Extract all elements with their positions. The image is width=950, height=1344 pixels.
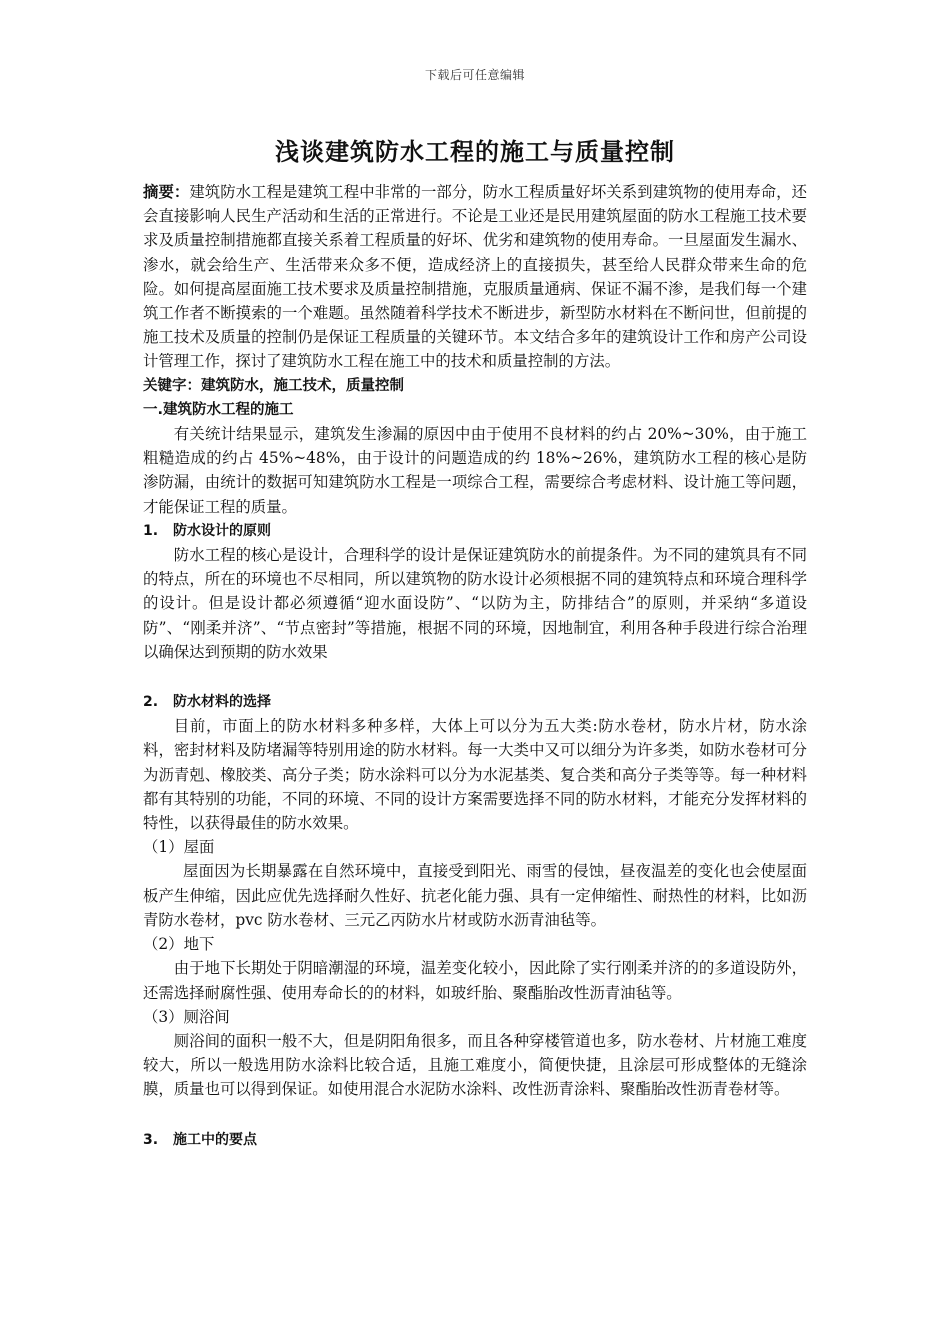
subsection-1-number: 1. xyxy=(143,522,159,539)
subsection-3-number: 3. xyxy=(143,1131,159,1148)
keywords-line: 关键字：建筑防水，施工技术，质量控制 xyxy=(143,377,404,394)
spacer xyxy=(143,1102,807,1128)
abstract-text: 建筑防水工程是建筑工程中非常的一部分，防水工程质量好坏关系到建筑物的使用寿命，还会直接影响人民生产活动和生活的正常进行。不论是工业还是民用建筑屋面的防水工程施工技术要求及质量控制措施都直接关系着工程质量的好坏、优劣和建筑物的使用寿命。一旦屋面发生漏水、渗水，就会给生产、生活带来众多不便，造成经济上的直接损失，甚至给人民群众带来生命的危险。如何提高屋面施工技术要求及质量控制措施，克服质量通病、保证不漏不渗，是我们每一个建筑工作者不断摸索的一个难题。虽然随着科学技术不断进步，新型防水材料在不断问世，但前提的施工技术及质量的控制仍是保证工程质量的关键环节。本文结合多年的建筑设计工作和房产公司设计管理工作，探讨了建筑防水工程在施工中的技术和质量控制的方法。 xyxy=(143,183,807,371)
subsection-1-title: 防水设计的原则 xyxy=(173,522,271,539)
subsection-1-paragraph: 防水工程的核心是设计，合理科学的设计是保证建筑防水的前提条件。为不同的建筑具有不同的特点，所在的环境也不尽相同，所以建筑物的防水设计必须根据不同的建筑特点和环境合理科学的设计。但是设计都必须遵循“迎水面设防”、“以防为主，防排结合”的原则，并采纳“多道设防”、“刚柔并济”、“节点密封”等措施，根据不同的环境，因地制宜，利用各种手段进行综合治理以确保达到预期的防水效果 xyxy=(143,546,807,661)
subsection-2-number: 2. xyxy=(143,694,159,711)
abstract-label: 摘要： xyxy=(143,183,190,201)
section-1-heading: 一.建筑防水工程的施工 xyxy=(143,401,294,418)
subsection-2-paragraph: 目前，市面上的防水材料多种多样，大体上可以分为五大类:防水卷材，防水片材，防水涂料，密封材料及防堵漏等特别用途的防水材料。每一大类中又可以细分为许多类，如防水卷材可分为沥青剋、橡胶类、高分子类；防水涂料可以分为水泥基类、复合类和高分子类等等。每一种材料都有其特别的功能，不同的环境、不同的设计方案需要选择不同的防水材料，才能充分发挥材料的特性，以获得最佳的防水效果。 xyxy=(143,717,807,833)
header-note: 下载后可任意编辑 xyxy=(424,68,525,82)
item-underground-label: （2）地下 xyxy=(143,935,215,954)
subsection-3-heading xyxy=(143,1128,807,1152)
section-1-paragraph: 有关统计结果显示，建筑发生渗漏的原因中由于使用不良材料的约占 20%~30%，由于施工粗糙造成的约占 45%~48%，由于设计的问题造成的约 18%~26%，建筑防水工程的核心是防渗防漏，由统计的数据可知建筑防水工程是一项综合工程，需要综合考虑材料、设计施工等问题，才能保证工程的质量。 xyxy=(143,425,807,516)
item-roof-text: 屋面因为长期暴露在自然环境中，直接受到阳光、雨雪的侵蚀，昼夜温差的变化也会使屋面板产生伸缩，因此应优先选择耐久性好、抗老化能力强、具有一定伸缩性、耐热性的材料，比如沥青防水卷材，pvc 防水卷材、三元乙丙防水片材或防水沥青油毡等。 xyxy=(143,862,807,929)
subsection-1-heading xyxy=(143,519,807,543)
document-title: 浅谈建筑防水工程的施工与质量控制 xyxy=(275,138,675,166)
subsection-2-heading xyxy=(143,690,807,714)
item-bathroom-text: 厕浴间的面积一般不大，但是阴阳角很多，而且各种穿楼管道也多，防水卷材、片材施工难度较大，所以一般选用防水涂料比较合适，且施工难度小，简便快捷，且涂层可形成整体的无缝涂膜，质量也可以得到保证。如使用混合水泥防水涂料、改性沥青涂料、聚酯胎改性沥青卷材等。 xyxy=(143,1031,807,1099)
subsection-2-title: 防水材料的选择 xyxy=(173,694,271,711)
document-body xyxy=(143,132,807,1152)
abstract-paragraph xyxy=(143,180,807,374)
item-underground-text: 由于地下长期处于阴暗潮湿的环境，温差变化较小，因此除了实行刚柔并济的的多道设防外，还需选择耐腐性强、使用寿命长的的材料，如玻纤胎、聚酯胎改性沥青油毡等。 xyxy=(143,959,807,1002)
item-bathroom-label: （3）厕浴间 xyxy=(143,1007,230,1026)
item-roof-label: （1）屋面 xyxy=(143,838,215,857)
spacer xyxy=(143,664,807,690)
subsection-3-title: 施工中的要点 xyxy=(173,1131,257,1148)
